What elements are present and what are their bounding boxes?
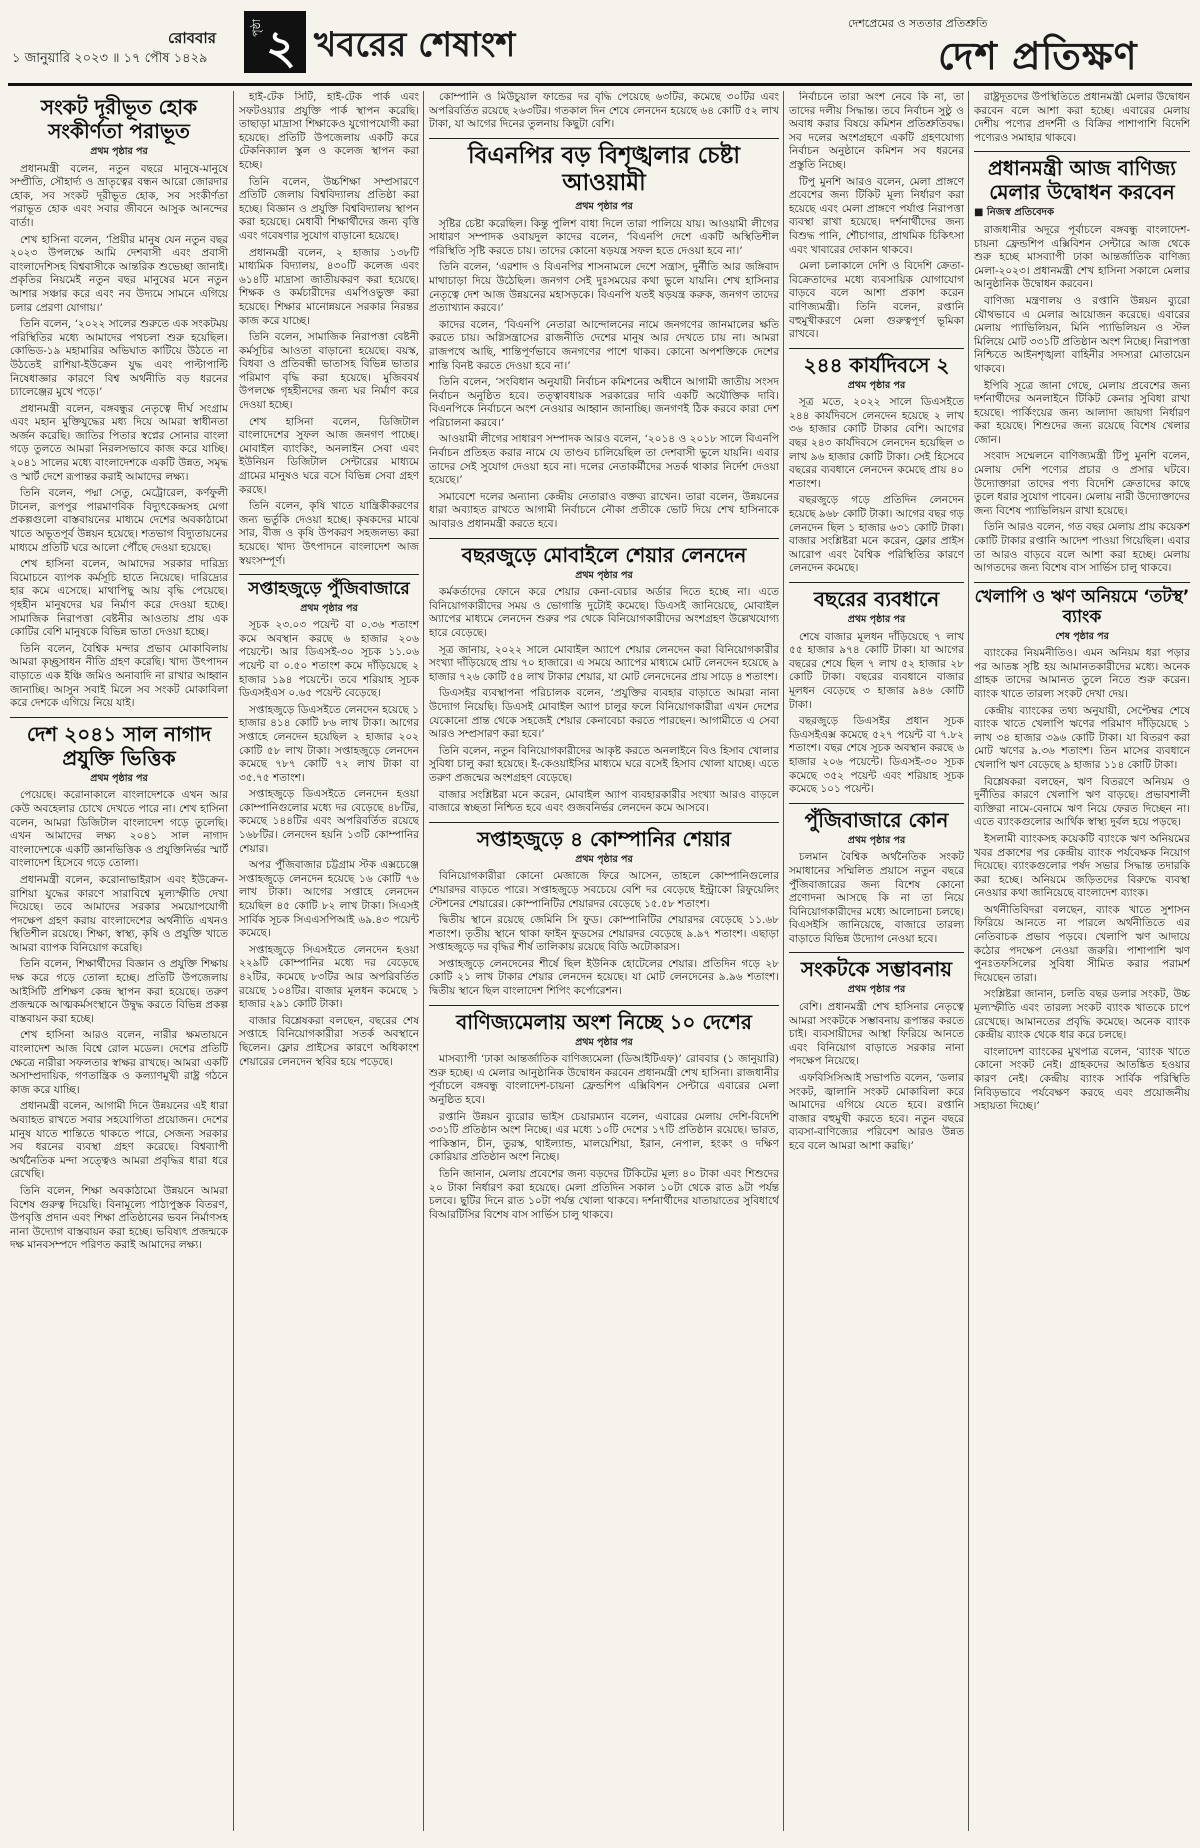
section-title: খবরের শেষাংশ: [314, 25, 516, 65]
article-paragraph: বেশি। প্রধানমন্ত্রী শেখ হাসিনার নেতৃত্বে আমরা সংকটকে সম্ভাবনায় রূপান্তর করতে চাই। ব্যবসায়ীদের আস্থা ফিরিয়ে আনতে এবং বিনিয়োগ বাড়াতে সরকার নানা পদক্ষেপ নিয়েছে।: [789, 1001, 964, 1068]
article-paragraph: প্রধানমন্ত্রী বলেন, করোনাভাইরাস এবং ইউক্রেন-রাশিয়া যুদ্ধের কারণে সারাবিশ্বে মূল্যস্ফীতি দেখা দিয়েছে। তবে আমাদের সরকার সময়োপযোগী পদক্ষেপ গ্রহণ করায় বাংলাদেশের অর্থনীতি এখনও স্থিতিশীল রয়েছে। শিক্ষা, স্বাস্থ্য, কৃষি ও প্রযুক্তি খাতে আমরা ব্যাপক বিনিয়োগ করেছি।: [10, 873, 228, 954]
article-paragraph: প্রধানমন্ত্রী বলেন, আগামী দিনে উন্নয়নের এই ধারা অব্যাহত রাখতে সবার সহযোগিতা প্রয়োজন। দেশের মানুষ যাতে শান্তিতে থাকতে পারে, সেজন্য সরকার সব ধরনের ব্যবস্থা গ্রহণ করেছে। বিশ্বব্যাপী অর্থনৈতিক মন্দা সত্ত্বেও আমরা প্রবৃদ্ধির ধারা ধরে রেখেছি।: [10, 1100, 228, 1181]
article-paragraph: ব্যাংকের নিয়মনীতিও। এমন অনিয়ম ধরা পড়ার পর আতঙ্ক সৃষ্টি হয় আমানতকারীদের মধ্যে। অনেক গ্রাহক তাদের আমানত তুলে নিতে শুরু করেন। ব্যাংক খাতে তারল্য সংকট দেখা দেয়।: [974, 647, 1190, 700]
article-paragraph: রাজধানীর অদূরে পূর্বাচলে বঙ্গবন্ধু বাংলাদেশ-চায়না ফ্রেন্ডশিপ এক্সিবিশন সেন্টারে আজ থেকে শুরু হচ্ছে মাসব্যাপী ঢাকা আন্তর্জাতিক বাণিজ্য মেলা-২০২৩। প্রধানমন্ত্রী শেখ হাসিনা সকালে মেলার আনুষ্ঠানিক উদ্বোধন করবেন।: [974, 223, 1190, 291]
article-paragraph: তিনি বলেন, ‘২০২২ সালের শুরুতে এক সংকটময় পরিস্থিতির মধ্যে আমাদের পথচলা শুরু হয়েছিল। কোভিড-১৯ মহামারির অভিঘাত কাটিয়ে উঠতে না উঠতেই রাশিয়া-ইউক্রেন যুদ্ধ এবং পাল্টাপাল্টি নিষেধাজ্ঞার কারণে বিশ্ব অর্থনীতি বড় ধরনের চ্যালেঞ্জের মুখে পড়ে।’: [10, 318, 228, 399]
article-paragraph: সপ্তাহজুড়ে ডিএসইতে লেনদেন হয়েছে ১ হাজার ৪১৪ কোটি ৮৬ লাখ টাকা। আগের সপ্তাহে লেনদেন হয়েছিল ২ হাজার ২০২ কোটি ৫৮ লাখ টাকা। সপ্তাহজুড়ে লেনদেন কমেছে ৭৮৭ কোটি ৭২ লাখ টাকা বা ৩৫.৭৫ শতাংশ।: [239, 703, 419, 784]
article-paragraph: তিনি বলেন, পদ্মা সেতু, মেট্রোরেল, কর্ণফুলী টানেল, রূপপুর পারমাণবিক বিদ্যুৎকেন্দ্রসহ মেগা প্রকল্পগুলো বাস্তবায়নের মাধ্যমে দেশের অবকাঠামো খাতে অভূতপূর্ব উন্নয়ন হয়েছে। শতভাগ বিদ্যুতায়নের মাধ্যমে প্রতিটি ঘরে আলো পৌঁছে দেওয়া হয়েছে।: [10, 487, 228, 554]
article-paragraph: প্রধানমন্ত্রী বলেন, বঙ্গবন্ধুর নেতৃত্বে দীর্ঘ সংগ্রাম এবং মহান মুক্তিযুদ্ধের মধ্য দিয়ে আমরা স্বাধীনতা অর্জন করেছি। জাতির পিতার স্বপ্নের সোনার বাংলা গড়ে তুলতে আমরা নিরলসভাবে কাজ করে যাচ্ছি। ২০৪১ সালের মধ্যে বাংলাদেশকে একটি উন্নত, সমৃদ্ধ ও স্মার্ট দেশে রূপান্তর করাই আমাদের লক্ষ্য।: [10, 402, 228, 483]
article-paragraph: বাণিজ্য মন্ত্রণালয় ও রপ্তানি উন্নয়ন ব্যুরো যৌথভাবে এ মেলার আয়োজন করেছে। এবারের মেলায় প্যাভিলিয়ন, মিনি প্যাভিলিয়ন ও স্টল মিলিয়ে মোট ৩৩১টি প্রতিষ্ঠান অংশ নিচ্ছে। নিরাপত্তা নিশ্চিতে আইনশৃঙ্খলা বাহিনীর সদস্যরা মোতায়েন থাকবে।: [974, 294, 1190, 375]
page-label: পৃষ্ঠা: [250, 19, 263, 37]
article-paragraph: বিশ্লেষকরা বলছেন, ঋণ বিতরণে অনিয়ম ও দুর্নীতির কারণে খেলাপি ঋণ বাড়ছে। প্রভাবশালী ব্যক্তিরা নামে-বেনামে ঋণ নিয়ে ফেরত দিচ্ছেন না। এতে ব্যাংকগুলোর আর্থিক স্বাস্থ্য দুর্বল হয়ে পড়ছে।: [974, 775, 1190, 829]
article-paragraph: কেন্দ্রীয় ব্যাংকের তথ্য অনুযায়ী, সেপ্টেম্বর শেষে ব্যাংক খাতে খেলাপি ঋণের পরিমাণ দাঁড়িয়েছে ১ লাখ ৩৪ হাজার ৩৯৬ কোটি টাকা। যা বিতরণ করা মোট ঋণের ৯.৩৬ শতাংশ। তিন মাসের ব্যবধানে খেলাপি ঋণ বেড়েছে ৯ হাজার ১১৪ কোটি টাকা।: [974, 704, 1190, 771]
article-paragraph: তিনি বলেন, শিক্ষা অবকাঠামো উন্নয়নে আমরা বিশেষ গুরুত্ব দিয়েছি। বিনামূল্যে পাঠ্যপুস্তক বিতরণ, উপবৃত্তি প্রদান এবং শিক্ষা প্রতিষ্ঠানের ভবন নির্মাণসহ নানা উদ্যোগ বাস্তবায়ন করা হচ্ছে। ভবিষ্যৎ প্রজন্মকে দক্ষ মানবসম্পদে পরিণত করাই আমাদের লক্ষ্য।: [10, 1184, 228, 1252]
article-divider: [10, 717, 228, 718]
article-divider: [974, 582, 1190, 583]
issue-day: রোববার: [168, 29, 216, 47]
article-divider: [789, 803, 964, 804]
article-paragraph: কোম্পানি ও মিউচুয়াল ফান্ডের দর বৃদ্ধি পেয়েছে ৬৩টির, কমেছে ৩০টির এবং অপরিবর্তিত রয়েছে ২৬৩টির। গতকাল দিন শেষে লেনদেন হয়েছে ৬৪ কোটি ৫২ লাখ টাকা, যা আগের দিনের তুলনায় কিছুটা বেশি।: [429, 91, 779, 131]
article-paragraph: টিপু মুনশি আরও বলেন, মেলা প্রাঙ্গণে প্রবেশের জন্য টিকিট মূল্য নির্ধারণ করা হয়েছে এবং মেলা প্রাঙ্গণে পর্যাপ্ত নিরাপত্তা ব্যবস্থা রাখা হয়েছে। দর্শনার্থীদের জন্য বিশুদ্ধ পানি, শৌচাগার, প্রাথমিক চিকিৎসা এবং খাবারের দোকান থাকবে।: [789, 175, 964, 256]
article-paragraph: বাংলাদেশ ব্যাংকের মুখপাত্র বলেন, ‘ব্যাংক খাতে কোনো সংকট নেই। গ্রাহকদের আতঙ্কিত হওয়ার কারণ নেই। কেন্দ্রীয় ব্যাংক সার্বিক পরিস্থিতি নিবিড়ভাবে পর্যবেক্ষণ করছে এবং প্রয়োজনীয় সহায়তা দিচ্ছে।’: [974, 1045, 1190, 1113]
article-paragraph: পেয়েছে। করোনাকালে বাংলাদেশকে এখন আর কেউ অবহেলার চোখে দেখতে পারে না। শেখ হাসিনা বলেন, আমরা ডিজিটাল বাংলাদেশ গড়ে তুলেছি। এখন আমাদের লক্ষ্য ২০৪১ সাল নাগাদ বাংলাদেশকে একটি জ্ঞানভিত্তিক ও প্রযুক্তিনির্ভর স্মার্ট বাংলাদেশ হিসেবে গড়ে তোলা।: [10, 789, 228, 870]
article-paragraph: তিনি বলেন, নতুন বিনিয়োগকারীদের আকৃষ্ট করতে অনলাইনে বিও হিসাব খোলার সুবিধা চালু করা হয়েছে। ই-কেওয়াইসির মাধ্যমে ঘরে বসেই হিসাব খোলা যাচ্ছে। এতে তরুণ প্রজন্মের অংশগ্রহণ বেড়েছে।: [429, 744, 779, 784]
article-paragraph: ইসলামী ব্যাংকসহ কয়েকটি ব্যাংকে ঋণ অনিয়মের খবর প্রকাশের পর কেন্দ্রীয় ব্যাংক পর্যবেক্ষক নিয়োগ দিয়েছে। ব্যাংকগুলোর পর্ষদ সভার সিদ্ধান্ত তদারকি করা হচ্ছে। অনিয়মে জড়িতদের বিরুদ্ধে ব্যবস্থা নেওয়ার কথা জানিয়েছে বাংলাদেশ ব্যাংক।: [974, 832, 1190, 900]
headline-year-gap: বছরের ব্যবধানে: [813, 587, 940, 611]
article-paragraph: সমাবেশে দলের অন্যান্য কেন্দ্রীয় নেতারাও বক্তব্য রাখেন। তারা বলেন, উন্নয়নের ধারা অব্যাহত রাখতে আগামী নির্বাচনে নৌকা প্রতীকে ভোট দিয়ে শেখ হাসিনাকে আবারও প্রধানমন্ত্রী করতে হবে।: [429, 490, 779, 531]
article-paragraph: কাদের বলেন, ‘বিএনপি নেতারা আন্দোলনের নামে জনগণের জানমালের ক্ষতি করতে চায়। অগ্নিসন্ত্রাসের রাজনীতি দেশের মানুষ আর দেখতে চায় না। আমরা রাজপথে আছি, শান্তিপূর্ণভাবে জনগণের পাশে থাকব। কোনো অপশক্তিকে দেশের শান্তি বিনষ্ট করতে দেওয়া হবে না।’: [429, 318, 779, 372]
continuation-label: প্রথম পৃষ্ঠার পর: [90, 772, 148, 784]
article-divider: [789, 582, 964, 583]
column-6: [974, 91, 1190, 1831]
article-paragraph: সূচক ২৩.০৩ পয়েন্ট বা ০.৩৬ শতাংশ কমে অবস্থান করছে ৬ হাজার ২০৬ পয়েন্টে। আর ডিএসই-৩০ সূচক ১১.০৬ পয়েন্ট বা ০.৫০ শতাংশ কমে দাঁড়িয়েছে ২ হাজার ১৯৪ পয়েন্টে। তবে শরিয়াহ সূচক ডিএসইএস ০.৬৫ পয়েন্ট বেড়েছে।: [239, 619, 419, 700]
headline-244-days: ২৪৪ কার্যদিবসে ২: [803, 352, 950, 377]
article-paragraph: তিনি বলেন, ‘এরশাদ ও বিএনপির শাসনামলে দেশে সন্ত্রাস, দুর্নীতি আর জঙ্গিবাদ মাথাচাড়া দিয়ে উঠেছিল। জনগণ সেই দুঃসময়ের কথা ভুলে যায়নি। শেখ হাসিনার নেতৃত্বে দেশ আজ উন্নয়নের মহাসড়কে। বিএনপি যতই ষড়যন্ত্র করুক, জনগণ তাদের প্রত্যাখ্যান করবে।’: [429, 261, 779, 315]
article-paragraph: তিনি জানান, মেলায় প্রবেশের জন্য বড়দের টিকিটের মূল্য ৪০ টাকা এবং শিশুদের ২০ টাকা নির্ধারণ করা হয়েছে। মেলা প্রতিদিন সকাল ১০টা থেকে রাত ৯টা পর্যন্ত চলবে। ছুটির দিনে রাত ১০টা পর্যন্ত খোলা থাকবে। দর্শনার্থীদের যাতায়াতের সুবিধার্থে বিআরটিসির বিশেষ বাস সার্ভিস চালু থাকবে।: [429, 1168, 779, 1221]
article-paragraph: বছরজুড়ে ডিএসইর প্রধান সূচক ডিএসইএক্স কমেছে ৫২৭ পয়েন্ট বা ৭.৮২ শতাংশ। বছর শেষে সূচক অবস্থান করছে ৬ হাজার ২০৬ পয়েন্টে। ডিএসই-৩০ সূচক কমেছে ৩৫২ পয়েন্ট এবং শরিয়াহ সূচক কমেছে ১০১ পয়েন্ট।: [789, 715, 964, 796]
article-paragraph: তিনি আরও বলেন, গত বছর মেলায় প্রায় কয়েকশ কোটি টাকার রপ্তানি আদেশ পাওয়া গিয়েছিল। এবার তা আরও বাড়বে বলে আশা করা হচ্ছে। মেলায় আগতদের জন্য বিশেষ বাস সার্ভিস চালু থাকবে।: [974, 521, 1190, 575]
continuation-label: প্রথম পৃষ্ঠার পর: [847, 984, 906, 996]
article-paragraph: বাজার সংশ্লিষ্টরা মনে করেন, মোবাইল অ্যাপ ব্যবহারকারীর সংখ্যা আরও বাড়লে বাজারে স্বচ্ছতা নিশ্চিত হবে এবং গুজবনির্ভর লেনদেন কমে আসবে।: [429, 788, 779, 815]
column-rule: [423, 91, 424, 1831]
article-paragraph: নির্বাচনে তারা অংশ নেবে কি না, তা তাদের দলীয় সিদ্ধান্ত। তবে নির্বাচন সুষ্ঠু ও অবাধ করার বিষয়ে কমিশন প্রতিশ্রুতিবদ্ধ। সব দলের অংশগ্রহণে একটি গ্রহণযোগ্য নির্বাচন অনুষ্ঠানে কমিশন সব ধরনের প্রস্তুতি নিচ্ছে।: [789, 91, 964, 171]
continuation-label: শেষ পৃষ্ঠার পর: [1055, 630, 1109, 642]
article-paragraph: অর্থনীতিবিদরা বলছেন, ব্যাংক খাতে সুশাসন ফিরিয়ে আনতে না পারলে অর্থনীতিতে এর নেতিবাচক প্রভাব পড়বে। খেলাপি ঋণ আদায়ে কঠোর পদক্ষেপ নেওয়া জরুরি। পাশাপাশি ঋণ পুনঃতফসিলের সুবিধা সীমিত করার পরামর্শ দিয়েছেন তারা।: [974, 903, 1190, 984]
article-divider: [974, 151, 1190, 152]
article-paragraph: সপ্তাহজুড়ে ডিএসইতে লেনদেন হওয়া কোম্পানিগুলোর মধ্যে দর বেড়েছে ৪৮টির, কমেছে ১৪৪টির এবং অপরিবর্তিত রয়েছে ১৬৮টির। লেনদেন হয়নি ১৩টি কোম্পানির শেয়ার।: [239, 788, 419, 855]
newspaper-logo: দেশ প্রতিক্ষণ: [938, 34, 1138, 78]
page-number: ২: [266, 20, 296, 74]
article-paragraph: তিনি বলেন, উচ্চশিক্ষা সম্প্রসারণে প্রতিটি জেলায় বিশ্ববিদ্যালয় প্রতিষ্ঠা করা হচ্ছে। বিজ্ঞান ও প্রযুক্তি বিশ্ববিদ্যালয় স্থাপন করা হয়েছে। মেধাবী শিক্ষার্থীদের জন্য বৃত্তি এবং গবেষণার সুযোগ বাড়ানো হয়েছে।: [239, 175, 419, 242]
article-paragraph: রপ্তানি উন্নয়ন ব্যুরোর ভাইস চেয়ারম্যান বলেন, এবারের মেলায় দেশি-বিদেশি ৩৩১টি প্রতিষ্ঠান অংশ নিচ্ছে। এর মধ্যে ১০টি দেশের ১৭টি প্রতিষ্ঠান রয়েছে। ভারত, পাকিস্তান, চীন, তুরস্ক, থাইল্যান্ড, মালয়েশিয়া, ইরান, নেপাল, হংকং ও দক্ষিণ কোরিয়ার প্রতিষ্ঠান অংশ নিচ্ছে।: [429, 1110, 779, 1164]
article-paragraph: অপর পুঁজিবাজার চট্টগ্রাম স্টক এক্সচেঞ্জে সপ্তাহজুড়ে লেনদেন হয়েছে ১৬ কোটি ৭৬ লাখ টাকা। আগের সপ্তাহে লেনদেন হয়েছিল ৪৫ কোটি ৮২ লাখ টাকা। সিএসই সার্বিক সূচক সিএএসপিআই ৬৯.৪৩ পয়েন্ট কমেছে।: [239, 859, 419, 940]
article-paragraph: শেখ হাসিনা বলেন, ডিজিটাল বাংলাদেশের সুফল আজ জনগণ পাচ্ছে। মোবাইল ব্যাংকিং, অনলাইন সেবা এবং ইউনিয়ন ডিজিটাল সেন্টারের মাধ্যমে গ্রামের মানুষও ঘরে বসে বিভিন্ন সেবা গ্রহণ করছে।: [239, 415, 419, 496]
continuation-label: প্রথম পৃষ্ঠার পর: [90, 146, 148, 157]
article-paragraph: সূত্র জানায়, ২০২২ সালে মোবাইল অ্যাপে শেয়ার লেনদেন করা বিনিয়োগকারীর সংখ্যা দাঁড়িয়েছে প্রায় ৭০ হাজারে। এ সময়ে অ্যাপের মাধ্যমে মোট লেনদেন হয়েছে ৯ হাজার ৭২৬ কোটি ৫৪ লাখ টাকার শেয়ার, যা মোট লেনদেনের প্রায় সাড়ে ৪ শতাংশ।: [429, 643, 779, 683]
article-divider: [429, 138, 779, 139]
article-paragraph: তিনি বলেন, সামাজিক নিরাপত্তা বেষ্টনী কর্মসূচির আওতা বাড়ানো হয়েছে। বয়স্ক, বিধবা ও প্রতিবন্ধী ভাতাসহ বিভিন্ন ভাতার পরিমাণ বৃদ্ধি করা হয়েছে। মুজিববর্ষ উপলক্ষে গৃহহীনদের জন্য ঘর নির্মাণ করে দেওয়া হচ্ছে।: [239, 331, 419, 412]
article-paragraph: বিনিয়োগকারীরা কোনো মেজাজে ফিরে আসেন, তাহলে কোম্পানিগুলোর শেয়ারদর বাড়তে পারে। সপ্তাহজুড়ে সবচেয়ে বেশি দর বেড়েছে ইন্ট্রাকো রিফুয়েলিং স্টেশনের শেয়ারের। কোম্পানিটির শেয়ারদর বেড়েছে ১৫.৫৮ শতাংশ।: [429, 870, 779, 910]
article-paragraph: সপ্তাহজুড়ে সিএসইতে লেনদেন হওয়া ২২৯টি কোম্পানির মধ্যে দর বেড়েছে ৪২টির, কমেছে ৮৩টির আর অপরিবর্তিত রয়েছে ১০৪টির। বাজার মূলধন কমেছে ১ হাজার ২৯১ কোটি টাকা।: [239, 943, 419, 1011]
continuation-label: প্রথম পৃষ্ঠার পর: [847, 614, 906, 625]
article-paragraph: বছরজুড়ে গড়ে প্রতিদিন লেনদেন হয়েছে ৯৬৮ কোটি টাকা। আগের বছর গড় লেনদেন ছিল ১ হাজার ৬৩১ কোটি টাকা। বাজার সংশ্লিষ্টরা মনে করেন, ফ্লোর প্রাইস আরোপ এবং বৈশ্বিক পরিস্থিতির কারণে লেনদেন কমেছে।: [789, 494, 964, 575]
newspaper-page: [8, 5, 1192, 1838]
article-paragraph: দ্বিতীয় স্থানে রয়েছে জেমিনি সি ফুড। কোম্পানিটির শেয়ারদর বেড়েছে ১১.৬৮ শতাংশ। তৃতীয় স্থানে থাকা ফাইন ফুডসের শেয়ারদর বেড়েছে ৯.৯৭ শতাংশ। এছাড়া সপ্তাহজুড়ে দর বৃদ্ধির শীর্ষ তালিকায় রয়েছে বিডি অটোকারস।: [429, 914, 779, 954]
column-rule: [233, 91, 234, 1831]
article-paragraph: মাসব্যাপী ‘ঢাকা আন্তর্জাতিক বাণিজ্যমেলা (ডিআইটিএফ)’ রোববার (১ জানুয়ারি) শুরু হচ্ছে। এ মেলার আনুষ্ঠানিক উদ্বোধন করবেন প্রধানমন্ত্রী শেখ হাসিনা। রাজধানীর পূর্বাচলে বঙ্গবন্ধু বাংলাদেশ-চায়না ফ্রেন্ডশিপ এক্সিবিশন সেন্টারে এবারের মেলা অনুষ্ঠিত হবে।: [429, 1053, 779, 1107]
article-paragraph: তিনি বলেন, শিক্ষার্থীদের বিজ্ঞান ও প্রযুক্তি শিক্ষায় দক্ষ করে গড়ে তোলা হচ্ছে। প্রতিটি উপজেলায় আইসিটি প্রশিক্ষণ কেন্দ্র স্থাপন করা হয়েছে। তরুণ প্রজন্মকে আত্মকর্মসংস্থানে উদ্বুদ্ধ করতে বিভিন্ন প্রকল্প বাস্তবায়ন করা হচ্ছে।: [10, 958, 228, 1025]
article-divider: [429, 1005, 779, 1006]
article-paragraph: সপ্তাহজুড়ে লেনদেনের শীর্ষে ছিল ইউনিক হোটেলের শেয়ার। প্রতিদিন গড়ে ২৮ কোটি ২১ লাখ টাকার শেয়ার লেনদেন হয়েছে। যা মোট লেনদেনের ৯.৯৬ শতাংশ। দ্বিতীয় স্থানে ছিল বাংলাদেশ শিপিং কর্পোরেশন।: [429, 957, 779, 998]
column-2: [239, 91, 419, 1831]
article-paragraph: মেলা চলাকালে দেশি ও বিদেশি ক্রেতা-বিক্রেতাদের মধ্যে ব্যবসায়িক যোগাযোগ বাড়বে বলে আশা প্রকাশ করেন বাণিজ্যমন্ত্রী। তিনি বলেন, রপ্তানি বহুমুখীকরণে মেলা গুরুত্বপূর্ণ ভূমিকা রাখবে।: [789, 260, 964, 341]
continuation-label: প্রথম পৃষ্ঠার পর: [575, 853, 633, 865]
headline-crisis-opportunity: সংকটকে সম্ভাবনায়: [800, 957, 953, 982]
article-paragraph: এফবিসিসিআই সভাপতি বলেন, ‘ডলার সংকট, জ্বালানি সংকট মোকাবিলা করে আমাদের এগিয়ে যেতে হবে। রপ্তানি বাজার বহুমুখী করতে হবে। নতুন বছরে ব্যবসা-বাণিজ্যের পরিবেশ আরও উন্নত হবে বলে আমরা আশা করছি।’: [789, 1072, 964, 1152]
article-paragraph: শেখ হাসিনা বলেন, আমাদের সরকার দারিদ্র্য বিমোচনে ব্যাপক কর্মসূচি হাতে নিয়েছে। দারিদ্র্যের হার কমে এসেছে। মাথাপিছু আয় বৃদ্ধি পেয়েছে। গৃহহীন মানুষদের ঘর নির্মাণ করে দেওয়া হচ্ছে। সামাজিক নিরাপত্তা বেষ্টনীর আওতায় প্রায় এক কোটির বেশি মানুষকে বিভিন্ন ভাতা দেওয়া হচ্ছে।: [10, 558, 228, 639]
headline-mobile-share: বছরজুড়ে মোবাইলে শেয়ার লেনদেন: [461, 542, 747, 567]
article-paragraph: চলমান বৈশ্বিক অর্থনৈতিক সংকট সমাধানের সম্মিলিত প্রয়াসে নতুন বছরে পুঁজিবাজারের জন্য বিশেষ কোনো প্রণোদনা আসছে কি না তা নিয়ে বিনিয়োগকারীদের মধ্যে আলোচনা চলছে। বিএসইসি জানিয়েছে, বাজারে তারল্য বাড়াতে বিভিন্ন উদ্যোগ নেওয়া হবে।: [789, 851, 964, 945]
column-5: [789, 91, 964, 1831]
continuation-label: প্রথম পৃষ্ঠার পর: [575, 569, 633, 581]
masthead: [8, 5, 1192, 86]
continuation-label: প্রথম পৃষ্ঠার পর: [300, 602, 358, 614]
article-divider: [429, 538, 779, 539]
continuation-label: প্রথম পৃষ্ঠার পর: [575, 200, 633, 212]
headline-crisis: সংকট দূরীভূত হোক সংকীর্ণতা পরাভূত: [40, 95, 198, 143]
article-paragraph: প্রধানমন্ত্রী বলেন, নতুন বছরে মানুষে-মানুষে সম্প্রীতি, সৌহার্দ্য ও ভ্রাতৃত্বের বন্ধন আরো জোরদার হোক, সব সংকট দূরীভূত হোক, সব সংকীর্ণতা পরাভূত হোক এবং সবার জীবনে আসুক আনন্দের বার্তা।: [10, 162, 228, 229]
column-rule: [783, 91, 784, 1831]
article-paragraph: রাষ্ট্রদূতদের উপস্থিতিতে প্রধানমন্ত্রী মেলার উদ্বোধন করবেন বলে আশা করা হচ্ছে। এবারের মেলায় দেশীয় পণ্যের প্রদর্শনী ও বিক্রির পাশাপাশি বিদেশি পণ্যেরও সমাহার থাকবে।: [974, 91, 1190, 144]
article-paragraph: সৃষ্টির চেষ্টা করেছিল। কিন্তু পুলিশ বাধা দিলে তারা পালিয়ে যায়। আওয়ামী লীগের সাধারণ সম্পাদক ওবায়দুল কাদের বলেন, ‘বিএনপি দেশে একটি অস্থিতিশীল পরিস্থিতি সৃষ্টি করতে চায়। তাদের কোনো ষড়যন্ত্র সফল হতে দেওয়া হবে না।’: [429, 217, 779, 257]
headline-2041: দেশ ২০৪১ সাল নাগাদ প্রযুক্তি ভিত্তিক: [26, 721, 212, 770]
article-divider: [429, 822, 779, 823]
article-paragraph: সূত্র মতে, ২০২২ সালে ডিএসইতে ২৪৪ কার্যদিবসে লেনদেন হয়েছে ২ লাখ ৩৬ হাজার কোটি টাকার বেশি। আগের বছর ২৪৩ কার্যদিবসে লেনদেন হয়েছিল ৩ লাখ ৯৬ হাজার কোটি টাকা। সেই হিসেবে বছরের ব্যবধানে লেনদেন কমেছে প্রায় ৪০ শতাংশ।: [789, 396, 964, 490]
continuation-label: প্রথম পৃষ্ঠার পর: [847, 379, 906, 391]
article-paragraph: শেখ হাসিনা বলেন, ‘প্রিয়ীর মানুষ যেন নতুন বছর ২০২৩ উপলক্ষে আমি দেশবাসী এবং প্রবাসী বাংলাদেশিসহ বিশ্ববাসীকে আন্তরিক শুভেচ্ছা জানাই। প্রকৃতির নিয়মেই নতুন বছর মানুষের মনে নতুন আশার সঞ্চার করে এবং নব উদ্যমে সামনে এগিয়ে চলার প্রেরণা যোগায়।’: [10, 233, 228, 314]
article-paragraph: তিনি বলেন, ‘সংবিধান অনুযায়ী নির্বাচন কমিশনের অধীনে আগামী জাতীয় সংসদ নির্বাচন অনুষ্ঠিত হবে। তত্ত্বাবধায়ক সরকারের দাবি একটি অযৌক্তিক দাবি। বিএনপিকে নির্বাচনে অংশ নেওয়ার আহ্বান জানাচ্ছি। জনগণই ঠিক করবে কারা দেশ পরিচালনা করবে।’: [429, 376, 779, 429]
continuation-label: প্রথম পৃষ্ঠার পর: [847, 834, 906, 846]
article-paragraph: শেখ হাসিনা আরও বলেন, নারীর ক্ষমতায়নে বাংলাদেশ আজ বিশ্বে রোল মডেল। দেশের প্রতিটি ক্ষেত্রে নারীরা সফলতার স্বাক্ষর রাখছে। আমরা একটি অসাম্প্রদায়িক, গণতান্ত্রিক ও কল্যাণমুখী রাষ্ট্র গঠনে কাজ করে যাচ্ছি।: [10, 1029, 228, 1096]
headline-bank-default: খেলাপি ও ঋণ অনিয়মে ‘তটস্থ’ ব্যাংক: [974, 586, 1190, 628]
article-paragraph: তিনি বলেন, বৈশ্বিক মন্দার প্রভাব মোকাবিলায় আমরা কৃচ্ছ্রসাধন নীতি গ্রহণ করেছি। খাদ্য উৎপাদন বাড়াতে এক ইঞ্চি জমিও অনাবাদি না রাখার আহ্বান জানাচ্ছি। আসুন সবাই মিলে সব সংকট মোকাবিলা করে দেশকে এগিয়ে নিয়ে যাই।: [10, 642, 228, 710]
column-1: [10, 91, 228, 1831]
article-paragraph: কর্মকর্তাদের ফোনে করে শেয়ার কেনা-বেচার অর্ডার দিতে হচ্ছে না। এতে বিনিয়োগকারীদের সময় ও ভোগান্তি দুটোই কমেছে। ডিএসই জানিয়েছে, মোবাইল অ্যাপের মাধ্যমে লেনদেন শুরুর পর থেকে বিনিয়োগকারীদের অংশগ্রহণ উল্লেখযোগ্য হারে বেড়েছে।: [429, 586, 779, 639]
article-paragraph: বাজার বিশ্লেষকরা বলছেন, বছরের শেষ সপ্তাহে বিনিয়োগকারীরা সতর্ক অবস্থানে ছিলেন। ফ্লোর প্রাইসের কারণে অধিকাংশ শেয়ারের লেনদেন স্থবির হয়ে পড়েছে।: [239, 1014, 419, 1068]
article-paragraph: হাই-টেক সিটি, হাই-টেক পার্ক এবং সফটওয়্যার প্রযুক্তি পার্ক স্থাপন করেছি। তাছাড়া মাদ্রাসা শিক্ষাকেও যুগোপযোগী করা হয়েছে। প্রতিটি উপজেলায় একটি করে টেকনিক্যাল স্কুল ও কলেজ স্থাপন করা হচ্ছে।: [239, 91, 419, 171]
continuation-label: প্রথম পৃষ্ঠার পর: [575, 1036, 633, 1048]
column-3-4: [429, 91, 779, 1831]
byline: ■ নিজস্ব প্রতিবেদক: [974, 207, 1054, 219]
brand-tagline: দেশপ্রেমের ও সততার প্রতিশ্রুতি: [848, 17, 988, 30]
headline-bnp: বিএনপির বড় বিশৃঙ্খলার চেষ্টা আওয়ামী: [468, 142, 740, 197]
headline-stock-week: সপ্তাহজুড়ে পুঁজিবাজারে: [248, 579, 410, 600]
article-divider: [789, 952, 964, 953]
headline-trade-fair-countries: বাণিজ্যমেলায় অংশ নিচ্ছে ১০ দেশের: [456, 1009, 752, 1034]
article-divider: [239, 574, 419, 575]
article-paragraph: সংশ্লিষ্টরা জানান, চলতি বছর ডলার সংকট, উচ্চ মূল্যস্ফীতি এবং তারল্য সংকট ব্যাংক খাতকে চাপে রেখেছে। আমানতের প্রবৃদ্ধি কমেছে। অনেক ব্যাংক কেন্দ্রীয় ব্যাংক থেকে ধার করে চলছে।: [974, 988, 1190, 1042]
article-paragraph: আওয়ামী লীগের সাধারণ সম্পাদক আরও বলেন, ‘২০১৪ ও ২০১৮ সালে বিএনপি নির্বাচন প্রতিহত করার নামে যে তাণ্ডব চালিয়েছিল তা দেশবাসী ভুলে যায়নি। এবার তাদের সেই সুযোগ দেওয়া হবে না। দলের নেতাকর্মীদের সতর্ক থাকার নির্দেশ দেওয়া হয়েছে।’: [429, 433, 779, 487]
page-number-box: [244, 11, 306, 73]
article-paragraph: তিনি বলেন, কৃষি খাতে যান্ত্রিকীকরণের জন্য ভর্তুকি দেওয়া হচ্ছে। কৃষকদের মাঝে সার, বীজ ও কৃষি উপকরণ সহজলভ্য করা হয়েছে। খাদ্য উৎপাদনে বাংলাদেশ আজ স্বয়ংসম্পূর্ণ।: [239, 500, 419, 567]
article-paragraph: সংবাদ সম্মেলনে বাণিজ্যমন্ত্রী টিপু মুনশি বলেন, মেলায় দেশি পণ্যের প্রচার ও প্রসার ঘটবে। উদ্যোক্তারা তাদের পণ্য বিদেশি ক্রেতাদের কাছে তুলে ধরার সুযোগ পাবেন। মেলায় নারী উদ্যোক্তাদের জন্য বিশেষ প্যাভিলিয়ন রাখা হয়েছে।: [974, 450, 1190, 517]
headline-pm-trade-fair: প্রধানমন্ত্রী আজ বাণিজ্য মেলার উদ্বোধন করবেন: [987, 156, 1177, 205]
article-paragraph: শেষে বাজার মূলধন দাঁড়িয়েছে ৭ লাখ ৫৫ হাজার ৯৭৪ কোটি টাকা। যা আগের বছরের শেষে ছিল ৭ লাখ ৫২ হাজার ২৮ কোটি টাকা। বছরের ব্যবধানে বাজার মূলধন বেড়েছে ৩ হাজার ৯৪৬ কোটি টাকা।: [789, 630, 964, 711]
article-paragraph: ইপিবি সূত্রে জানা গেছে, মেলায় প্রবেশের জন্য দর্শনার্থীদের অনলাইনে টিকিট কেনার সুবিধা রাখা হয়েছে। পার্কিংয়ের জন্য আলাদা জায়গা নির্ধারণ করা হয়েছে। শিশুদের জন্য রয়েছে বিশেষ খেলার জোন।: [974, 379, 1190, 446]
headline-capital-market: পুঁজিবাজারে কোন: [804, 807, 949, 832]
article-paragraph: ডিএসইর ব্যবস্থাপনা পরিচালক বলেন, ‘প্রযুক্তির ব্যবহার বাড়াতে আমরা নানা উদ্যোগ নিয়েছি। ডিএসই মোবাইল অ্যাপ চালুর ফলে বিনিয়োগকারীরা এখন দেশের যেকোনো প্রান্ত থেকে সহজেই শেয়ার কেনাবেচা করতে পারছেন। আগামীতে এ সেবা আরও সম্প্রসারণ করা হবে।’: [429, 687, 779, 741]
issue-date: ১ জানুয়ারি ২০২৩ ॥ ১৭ পৌষ ১৪২৯: [12, 51, 208, 66]
column-rule: [968, 91, 969, 1831]
article-divider: [789, 348, 964, 349]
headline-four-companies: সপ্তাহজুড়ে ৪ কোম্পানির শেয়ার: [476, 826, 732, 851]
article-paragraph: প্রধানমন্ত্রী বলেন, ২ হাজার ১৩৮টি মাধ্যমিক বিদ্যালয়, ৪৩০টি কলেজ এবং ৬১৪টি মাদ্রাসা জাতীয়করণ করা হয়েছে। শিক্ষক ও কর্মচারীদের এমপিওভুক্ত করা হয়েছে। শিক্ষার মানোন্নয়নে সরকার নিরন্তর কাজ করে যাচ্ছে।: [239, 246, 419, 327]
